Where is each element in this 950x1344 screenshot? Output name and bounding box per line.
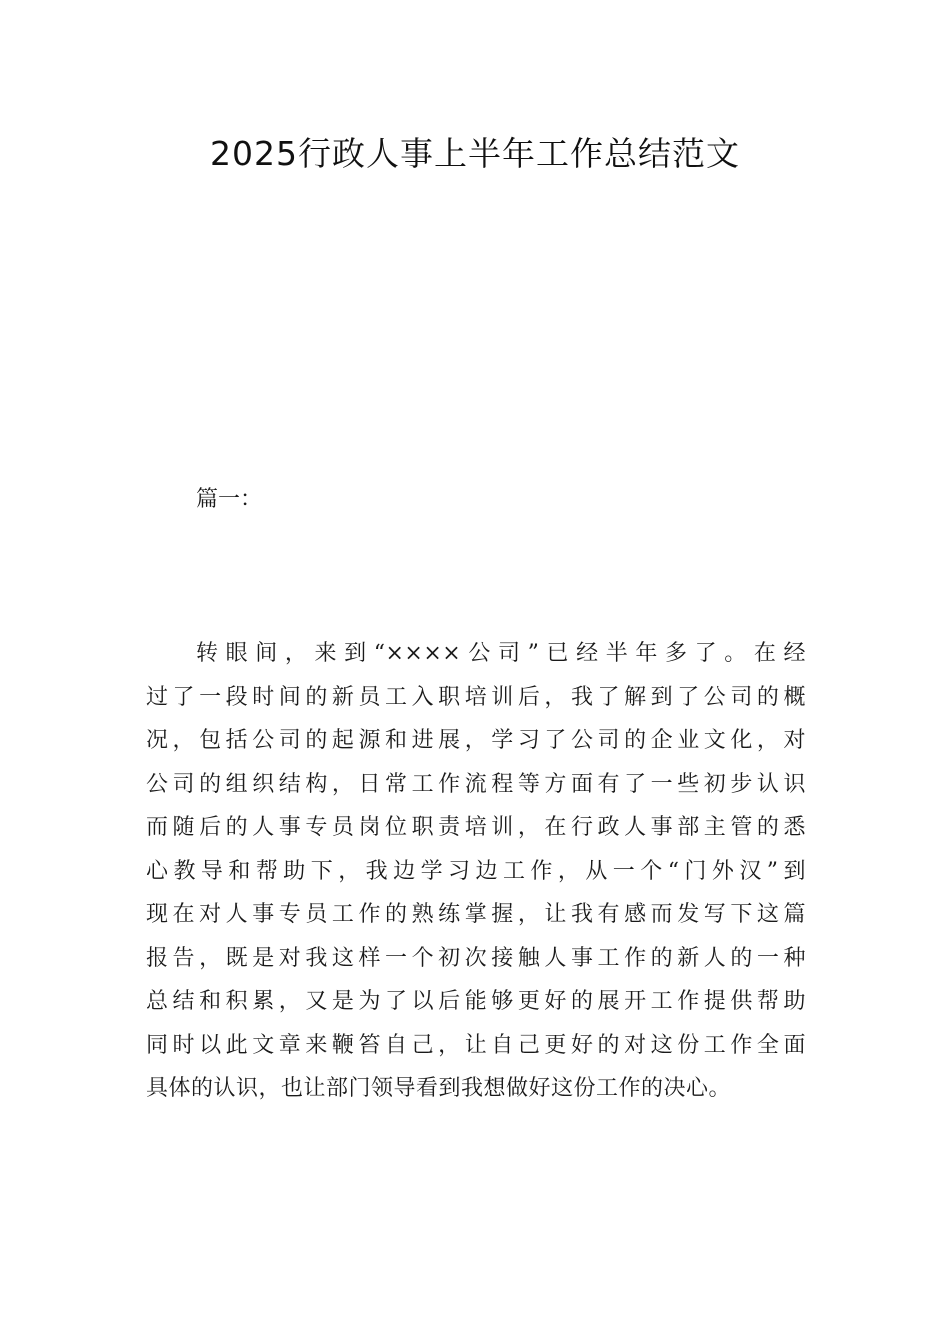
body-paragraph (146, 632, 806, 1111)
paragraph-line: 现在对人事专员工作的熟练掌握，让我有感而发写下这篇 (146, 902, 806, 927)
paragraph-line: 况，包括公司的起源和进展，学习了公司的企业文化，对 (146, 728, 806, 753)
paragraph-line: 公司的组织结构，日常工作流程等方面有了一些初步认识 (146, 771, 806, 797)
paragraph-line: 过了一段时间的新员工入职培训后，我了解到了公司的概 (146, 684, 806, 710)
paragraph-line: 心教导和帮助下，我边学习边工作，从一个“门外汉”到 (146, 858, 806, 884)
paragraph-line: 总结和积累，又是为了以后能够更好的展开工作提供帮助 (146, 989, 806, 1014)
paragraph-line: 转眼间，来到“××××公司”已经半年多了。在经 (196, 641, 806, 666)
paragraph-line: 具体的认识，也让部门领导看到我想做好这份工作的决心。 (146, 1076, 732, 1101)
paragraph-line: 而随后的人事专员岗位职责培训，在行政人事部主管的悉 (146, 815, 806, 840)
paragraph-line: 同时以此文章来鞭笞自己，让自己更好的对这份工作全面 (146, 1032, 806, 1058)
document-title: 2025行政人事上半年工作总结范文 (210, 134, 740, 173)
section-heading: 篇一： (196, 487, 263, 512)
paragraph-line: 报告，既是对我这样一个初次接触人事工作的新人的一种 (146, 945, 806, 971)
